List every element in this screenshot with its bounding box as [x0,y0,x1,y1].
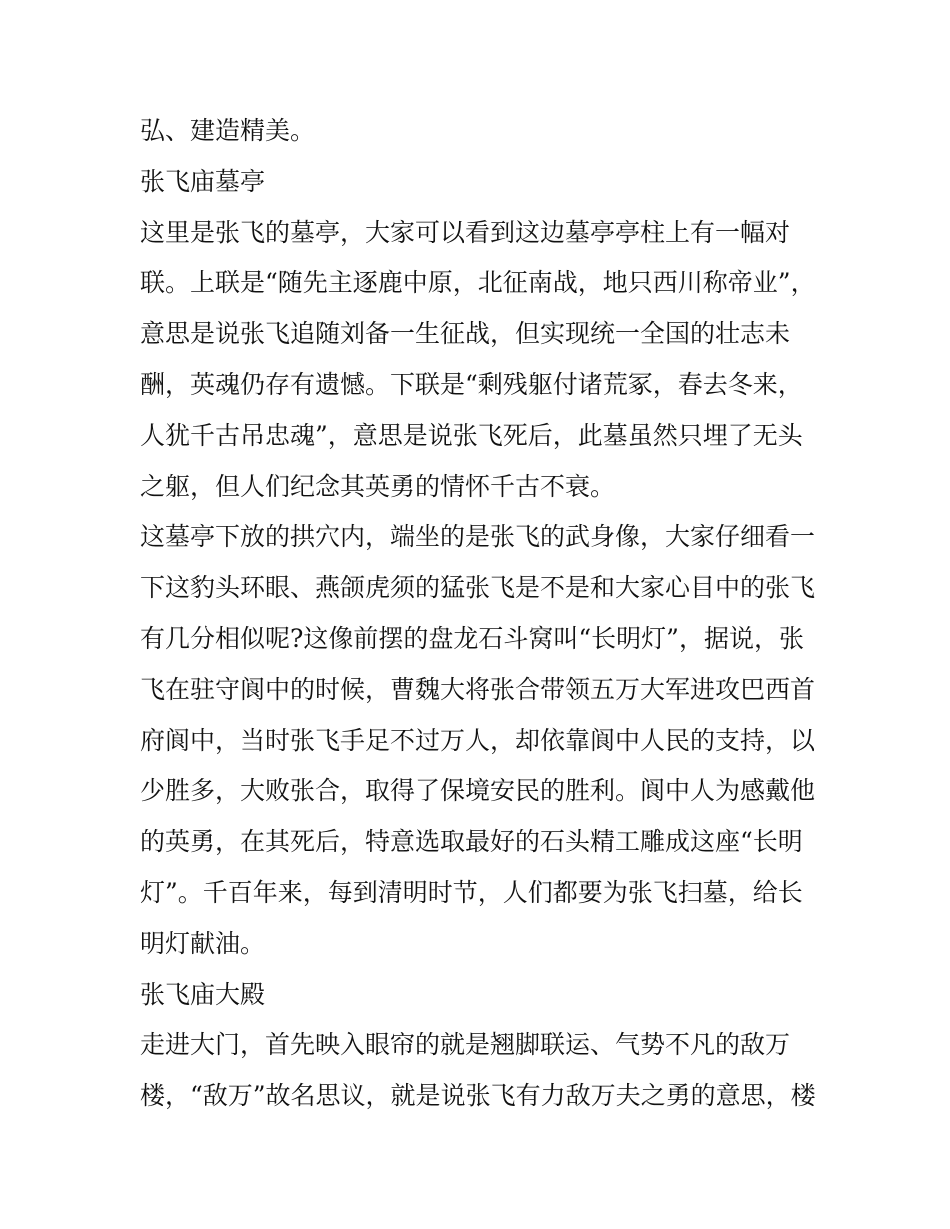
text-line: 人犹千古吊忠魂”，意思是说张飞死后，此墓虽然只埋了无头 [140,420,803,450]
document-body [140,106,820,1122]
text-line: 明灯献油。 [140,928,266,958]
text-line: 有几分相似呢?这像前摆的盘龙石斗窝叫“长明灯”，据说，张 [140,623,804,653]
text-line: 意思是说张飞追随刘备一生征战，但实现统一全国的壮志未 [140,319,791,349]
section-heading: 张飞庙墓亭 [140,166,266,196]
text-line: 走进大门，首先映入眼帘的就是翘脚联运、气势不凡的敌万 [140,1030,791,1060]
text-line: 少胜多，大败张合，取得了保境安民的胜利。阆中人为感戴他 [140,776,816,806]
text-line: 楼，“敌万”故名思议，就是说张飞有力敌万夫之勇的意思，楼 [140,1081,816,1111]
section-heading: 张飞庙大殿 [140,979,266,1009]
text-line: 下这豹头环眼、燕颌虎须的猛张飞是不是和大家心目中的张飞 [140,573,816,603]
text-line: 联。上联是“随先主逐鹿中原，北征南战，地只西川称帝业”， [140,268,816,298]
text-line: 酬，英魂仍存有遗憾。下联是“剩残躯付诸荒冢，春去冬来， [140,369,803,399]
text-line: 飞在驻守阆中的时候，曹魏大将张合带领五万大军进攻巴西首 [140,674,816,704]
text-line: 弘、建造精美。 [140,116,316,145]
text-line: 之躯，但人们纪念其英勇的情怀千古不衰。 [140,471,616,501]
text-line: 这墓亭下放的拱穴内，端坐的是张飞的武身像，大家仔细看一 [140,522,816,552]
text-line: 的英勇，在其死后，特意选取最好的石头精工雕成这座“长明 [140,827,803,857]
text-line: 府阆中，当时张飞手足不过万人，却依靠阆中人民的支持，以 [140,725,816,755]
text-line: 这里是张飞的墓亭，大家可以看到这边墓亭亭柱上有一幅对 [140,217,791,247]
text-line: 灯”。千百年来，每到清明时节，人们都要为张飞扫墓，给长 [140,877,803,907]
